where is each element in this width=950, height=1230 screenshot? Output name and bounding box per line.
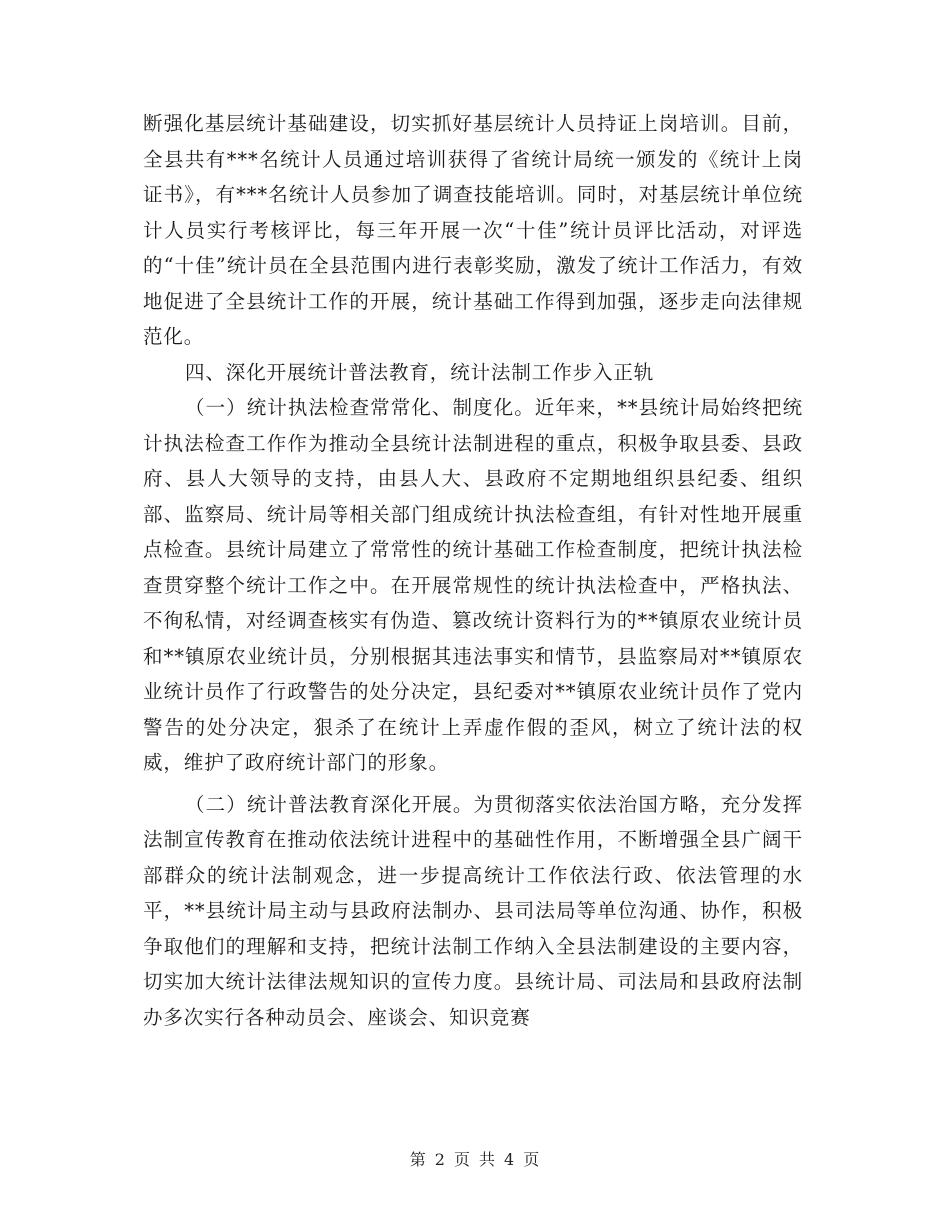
footer-prefix: 第 bbox=[409, 1150, 427, 1169]
footer-suffix: 页 bbox=[523, 1150, 541, 1169]
page-footer bbox=[0, 1147, 950, 1170]
paragraph-subsection-1: （一）统计执法检查常常化、制度化。近年来，**县统计局始终把统计执法检查工作作为推动全县统计法制进程的重点，积极争取县委、县政府、县人大领导的支持，由县人大、县政府不定期地组织县纪委、组织部、监察局、统计局等相关部门组成统计执法检查组，有针对性地开展重点检查。县统计局建立了常常性的统计基础工作检查制度，把统计执法检查贯穿整个统计工作之中。在开展常规性的统计执法检查中，严格执法、不徇私情，对经调查核实有伪造、篡改统计资料行为的**镇原农业统计员和**镇原农业统计员，分别根据其违法事实和情节，县监察局对**镇原农业统计员作了行政警告的处分决定，县纪委对**镇原农业统计员作了党内警告的处分决定，狠杀了在统计上弄虚作假的歪风，树立了统计法的权威，维护了政府统计部门的形象。 bbox=[143, 396, 803, 774]
footer-total-pages: 4 bbox=[504, 1150, 516, 1169]
footer-total-word: 共 bbox=[479, 1150, 497, 1169]
paragraph-continuation: 断强化基层统计基础建设，切实抓好基层统计人员持证上岗培训。目前，全县共有***名统计人员通过培训获得了省统计局统一颁发的《统计上岗证书》，有***名统计人员参加了调查技能培训。同时，对基层统计单位统计人员实行考核评比，每三年开展一次“十佳”统计员评比活动，对评选的“十佳”统计员在全县范围内进行表彰奖励，激发了统计工作活力，有效地促进了全县统计工作的开展，统计基础工作得到加强，逐步走向法律规范化。 bbox=[143, 112, 803, 348]
footer-page-word: 页 bbox=[453, 1150, 471, 1169]
paragraph-subsection-2: （二）统计普法教育深化开展。为贯彻落实依法治国方略，充分发挥法制宣传教育在推动依法统计进程中的基础性作用，不断增强全县广阔干部群众的统计法制观念，进一步提高统计工作依法行政、依法管理的水平，**县统计局主动与县政府法制办、县司法局等单位沟通、协作，积极争取他们的理解和支持，把统计法制工作纳入全县法制建设的主要内容，切实加大统计法律法规知识的宣传力度。县统计局、司法局和县政府法制办多次实行各种动员会、座谈会、知识竞赛 bbox=[143, 792, 803, 1029]
document-body bbox=[143, 106, 803, 1035]
footer-current-page: 2 bbox=[434, 1150, 446, 1169]
section-heading: 四、深化开展统计普法教育，统计法制工作步入正轨 bbox=[185, 360, 655, 384]
